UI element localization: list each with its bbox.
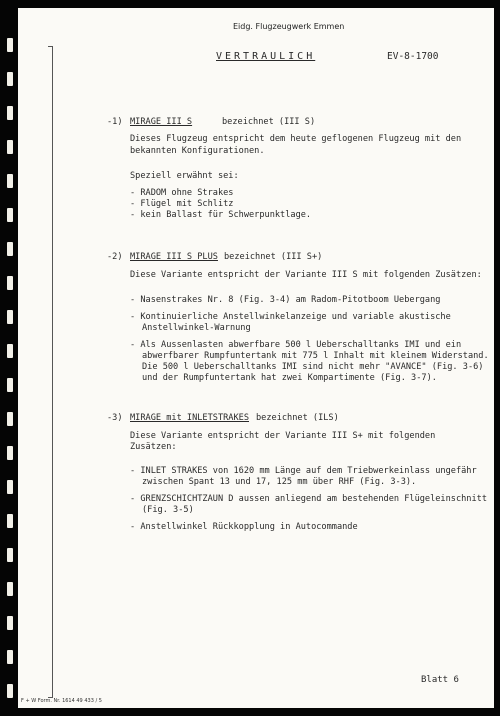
list-item: - Flügel mit Schlitz [130, 199, 234, 209]
section-designation: bezeichnet (III S) [222, 117, 316, 127]
company-name: Eidg. Flugzeugwerk Emmen [233, 22, 345, 31]
binder-hole [7, 208, 13, 222]
binder-hole [7, 412, 13, 426]
section-title: MIRAGE mit INLETSTRAKES [130, 413, 249, 423]
list-item: - Nasenstrakes Nr. 8 (Fig. 3-4) am Radom-Pitotboom Uebergang [130, 295, 441, 305]
text-line: Zusätzen: [130, 442, 177, 452]
binder-hole [7, 276, 13, 290]
list-item: - RADOM ohne Strakes [130, 188, 234, 198]
list-item-continuation: zwischen Spant 13 und 17, 125 mm über RHF (Fig. 3-3). [142, 477, 417, 487]
list-item-continuation: Anstellwinkel-Warnung [142, 323, 251, 333]
binder-hole [7, 344, 13, 358]
list-item: - Kontinuierliche Anstellwinkelanzeige und variable akustische [130, 312, 451, 322]
binder-hole [7, 242, 13, 256]
text-line: Diese Variante entspricht der Variante III S mit folgenden Zusätzen: [130, 270, 482, 280]
binder-hole [7, 514, 13, 528]
binder-hole [7, 684, 13, 698]
list-item: - kein Ballast für Schwerpunktlage. [130, 210, 312, 220]
list-item-continuation: abwerfbarer Rumpfuntertank mit 775 l Inhalt mit kleinem Widerstand. [142, 351, 489, 361]
binder-hole [7, 446, 13, 460]
list-item-continuation: Die 500 l Ueberschalltanks IMI sind nicht mehr "AVANCE" (Fig. 3-6) [142, 362, 484, 372]
section-number: -2) [107, 252, 123, 262]
list-item: - GRENZSCHICHTZAUN D aussen anliegend am bestehenden Flügeleinschnitt [130, 494, 487, 504]
section-title: MIRAGE III S [130, 117, 193, 127]
list-item: - Als Aussenlasten abwerfbare 500 l Ueberschalltanks IMI und ein [130, 340, 462, 350]
binder-holes [0, 0, 20, 716]
binder-hole [7, 106, 13, 120]
section-designation: bezeichnet (ILS) [256, 413, 339, 423]
document-reference: EV-8-1700 [387, 51, 439, 62]
list-item-continuation: (Fig. 3-5) [142, 505, 194, 515]
page-label: Blatt 6 [421, 675, 459, 685]
form-number: F + W Form. Nr. 1614 49 433 / 5 [21, 698, 102, 704]
section-designation: bezeichnet (III S+) [224, 252, 323, 262]
binder-hole [7, 174, 13, 188]
section-number: -1) [107, 117, 123, 127]
list-item: - INLET STRAKES von 1620 mm Länge auf dem Triebwerkeinlass ungefähr [130, 466, 477, 476]
document-page [18, 8, 494, 708]
binder-hole [7, 378, 13, 392]
binder-hole [7, 616, 13, 630]
binder-hole [7, 548, 13, 562]
section-title: MIRAGE III S PLUS [130, 252, 218, 262]
text-line: Diese Variante entspricht der Variante III S+ mit folgenden [130, 431, 436, 441]
binder-hole [7, 650, 13, 664]
text-line: bekannten Konfigurationen. [130, 146, 265, 156]
binder-hole [7, 480, 13, 494]
section-number: -3) [107, 413, 123, 423]
list-item: - Anstellwinkel Rückkopplung in Autocommande [130, 522, 358, 532]
binder-hole [7, 72, 13, 86]
margin-line [52, 46, 53, 698]
list-item-continuation: und der Rumpfuntertank hat zwei Kompartimente (Fig. 3-7). [142, 373, 437, 383]
binder-hole [7, 38, 13, 52]
margin-tick [48, 46, 52, 47]
binder-hole [7, 310, 13, 324]
binder-hole [7, 140, 13, 154]
binder-hole [7, 582, 13, 596]
classification-label: VERTRAULICH [216, 51, 316, 62]
text-line: Dieses Flugzeug entspricht dem heute geflogenen Flugzeug mit den [130, 134, 462, 144]
text-line: Speziell erwähnt sei: [130, 171, 239, 181]
